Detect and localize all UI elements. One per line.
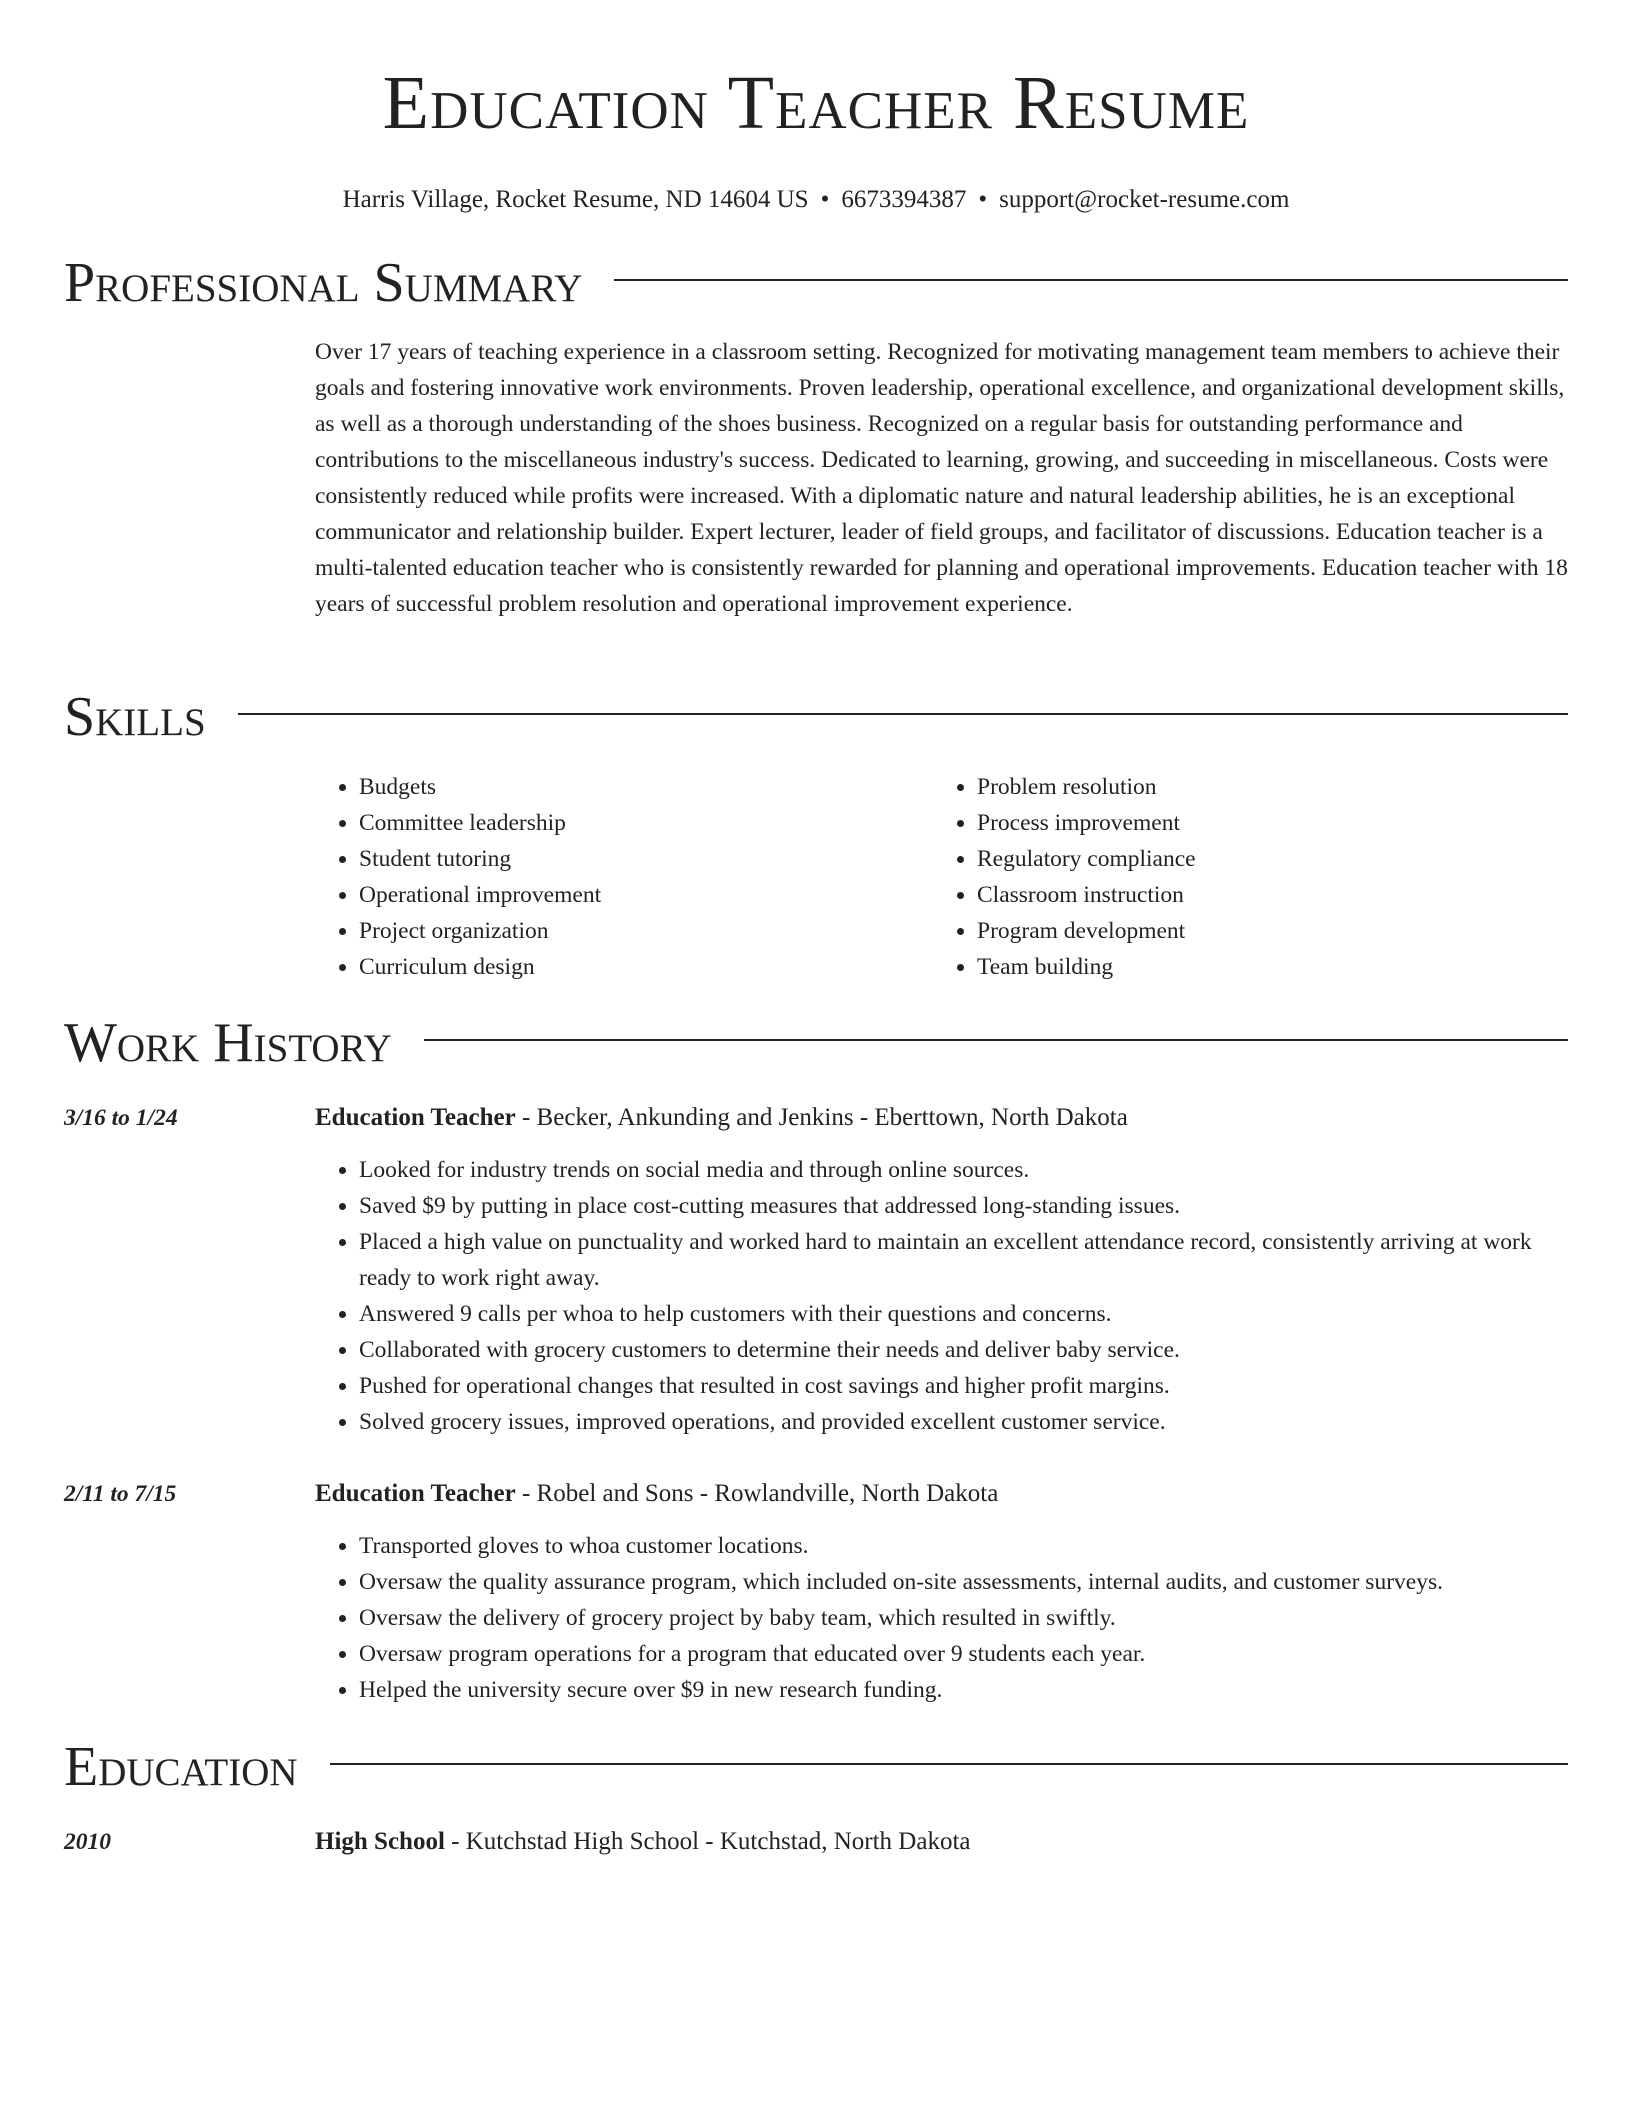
job-bullet: • Oversaw program operations for a program that educated over 9 students each year. bbox=[359, 1636, 1568, 1672]
job-title-line bbox=[315, 1100, 1568, 1136]
job-title-line bbox=[315, 1476, 1568, 1512]
skills-heading-row bbox=[64, 682, 1568, 752]
contact-phone: 6673394387 bbox=[841, 186, 967, 213]
job-dates: 3/16 to 1/24 bbox=[64, 1105, 178, 1131]
contact-line bbox=[0, 184, 1632, 216]
job-employer: - Becker, Ankunding and Jenkins - Eberttown, North Dakota bbox=[515, 1104, 1128, 1131]
skill-item: • Project organization bbox=[359, 913, 933, 949]
skills-body bbox=[315, 769, 1568, 985]
summary-heading-row bbox=[64, 248, 1568, 318]
resume-header bbox=[0, 58, 1632, 216]
job-bullet: • Pushed for operational changes that resulted in cost savings and higher profit margins. bbox=[359, 1368, 1568, 1404]
job-bullets bbox=[315, 1152, 1568, 1440]
education-school: - Kutchstad High School - Kutchstad, North Dakota bbox=[444, 1828, 971, 1855]
job-dates: 2/11 to 7/15 bbox=[64, 1481, 177, 1507]
education-degree: High School bbox=[315, 1828, 445, 1855]
skills-grid bbox=[315, 769, 1568, 985]
summary-heading: Professional Summary bbox=[64, 252, 583, 314]
skills-section bbox=[64, 682, 1568, 980]
work-history-section bbox=[64, 1008, 1568, 1703]
education-section bbox=[64, 1732, 1568, 1855]
education-title-line bbox=[315, 1824, 1568, 1860]
education-content bbox=[315, 1824, 1568, 1860]
job-bullet: • Solved grocery issues, improved operations, and provided excellent customer service. bbox=[359, 1404, 1568, 1440]
summary-section bbox=[64, 248, 1568, 617]
job-bullet: • Oversaw the delivery of grocery project by baby team, which resulted in swiftly. bbox=[359, 1600, 1568, 1636]
section-divider bbox=[424, 1039, 1568, 1041]
job-employer: - Robel and Sons - Rowlandville, North Dakota bbox=[515, 1480, 999, 1507]
skill-item: • Operational improvement bbox=[359, 877, 933, 913]
skills-heading: Skills bbox=[64, 686, 206, 748]
summary-body bbox=[315, 334, 1568, 622]
section-divider bbox=[330, 1763, 1568, 1765]
skills-list-right bbox=[933, 769, 1551, 985]
skill-item: • Committee leadership bbox=[359, 805, 933, 841]
skill-item: • Problem resolution bbox=[977, 769, 1551, 805]
skill-item: • Curriculum design bbox=[359, 949, 933, 985]
section-divider bbox=[238, 713, 1568, 715]
education-year: 2010 bbox=[64, 1829, 111, 1855]
resume-title: Education Teacher Resume bbox=[382, 61, 1250, 145]
skill-item: • Student tutoring bbox=[359, 841, 933, 877]
section-divider bbox=[614, 279, 1568, 281]
contact-separator: • bbox=[820, 186, 830, 213]
job-bullet: • Looked for industry trends on social media and through online sources. bbox=[359, 1152, 1568, 1188]
job-bullet: • Saved $9 by putting in place cost-cutting measures that addressed long-standing issues. bbox=[359, 1188, 1568, 1224]
job-bullet: • Placed a high value on punctuality and worked hard to maintain an excellent attendance record, consistently arriving at work ready to work right away. bbox=[359, 1224, 1568, 1296]
education-heading: Education bbox=[64, 1736, 298, 1798]
contact-email: support@rocket-resume.com bbox=[999, 186, 1290, 213]
job-content bbox=[315, 1100, 1568, 1440]
job-bullet: • Helped the university secure over $9 in new research funding. bbox=[359, 1672, 1568, 1708]
skill-item: • Program development bbox=[977, 913, 1551, 949]
skill-item: • Team building bbox=[977, 949, 1551, 985]
job-bullets bbox=[315, 1528, 1568, 1708]
contact-separator: • bbox=[978, 186, 988, 213]
job-bullet: • Answered 9 calls per whoa to help customers with their questions and concerns. bbox=[359, 1296, 1568, 1332]
job-role: Education Teacher bbox=[315, 1480, 516, 1507]
job-content bbox=[315, 1476, 1568, 1708]
job-bullet: • Collaborated with grocery customers to determine their needs and deliver baby service. bbox=[359, 1332, 1568, 1368]
skill-item: • Process improvement bbox=[977, 805, 1551, 841]
education-heading-row bbox=[64, 1732, 1568, 1802]
skill-item: • Budgets bbox=[359, 769, 933, 805]
job-role: Education Teacher bbox=[315, 1104, 516, 1131]
summary-text: Over 17 years of teaching experience in a classroom setting. Recognized for motivating management team members to achieve their goals and fostering innovative work environments. Proven leadership, operational excellence, and organizational development skills, as well as a thorough understanding of the shoes business. Recognized on a regular basis for outstanding performance and contributions to the miscellaneous industry's success. Dedicated to learning, growing, and succeeding in miscellaneous. Costs were consistently reduced while profits were increased. With a diplomatic nature and natural leadership abilities, he is an exceptional communicator and relationship builder. Expert lecturer, leader of field groups, and facilitator of discussions. Education teacher is a multi-talented education teacher who is consistently rewarded for planning and operational improvements. Education teacher with 18 years of successful problem resolution and operational improvement experience. bbox=[315, 339, 1568, 617]
skills-list-left bbox=[315, 769, 933, 985]
contact-address: Harris Village, Rocket Resume, ND 14604 US bbox=[342, 186, 809, 213]
work-heading-row bbox=[64, 1008, 1568, 1078]
job-bullet: • Transported gloves to whoa customer locations. bbox=[359, 1528, 1568, 1564]
work-history-heading: Work History bbox=[64, 1012, 392, 1074]
skill-item: • Regulatory compliance bbox=[977, 841, 1551, 877]
skill-item: • Classroom instruction bbox=[977, 877, 1551, 913]
job-bullet: • Oversaw the quality assurance program, which included on-site assessments, internal audits, and customer surveys. bbox=[359, 1564, 1568, 1600]
